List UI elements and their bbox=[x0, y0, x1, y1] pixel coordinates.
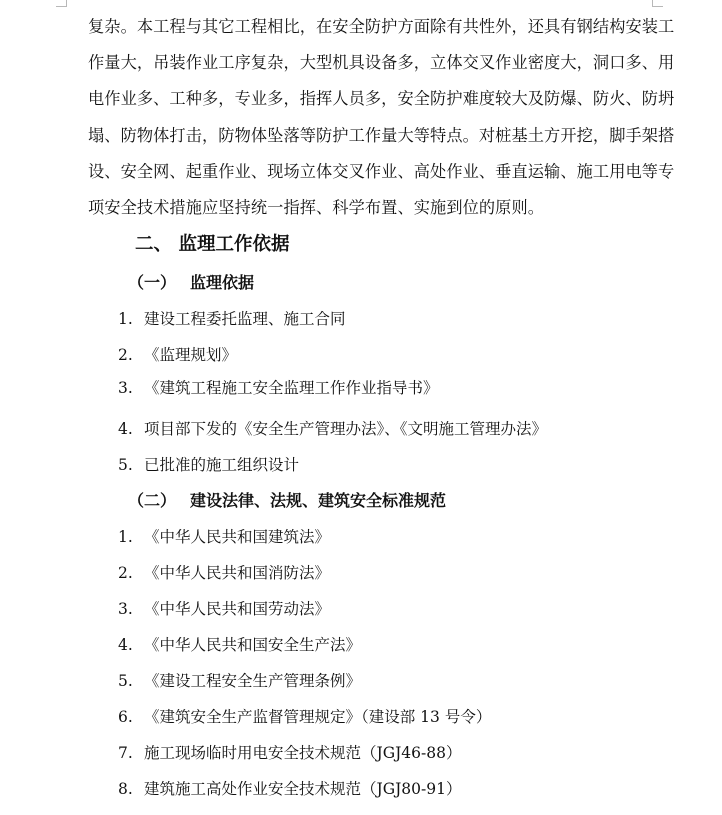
subsection-number: （二） bbox=[128, 491, 177, 510]
list-item bbox=[118, 376, 439, 398]
list-item-text: 《中华人民共和国安全生产法》 bbox=[144, 636, 362, 654]
list-item-text: 《中华人民共和国劳动法》 bbox=[144, 600, 331, 618]
list-item bbox=[118, 343, 237, 365]
list-item-text: 《中华人民共和国建筑法》 bbox=[144, 528, 331, 546]
list-item bbox=[118, 741, 462, 763]
paragraph-line: 作量大，吊装作业工序复杂，大型机具设备多，立体交叉作业密度大，洞口多、用 bbox=[88, 53, 675, 73]
paragraph-line: 项安全技术措施应坚持统一指挥、科学布置、实施到位的原则。 bbox=[88, 197, 545, 217]
list-item-number: 2. bbox=[118, 346, 133, 364]
body-paragraph bbox=[88, 9, 675, 226]
list-item-text: 施工现场临时用电安全技术规范（JGJ46-88） bbox=[144, 744, 462, 762]
paragraph-line: 复杂。本工程与其它工程相比，在安全防护方面除有共性外，还具有钢结构安装工 bbox=[88, 17, 675, 36]
list-item-text: 《建筑安全生产监督管理规定》（建设部 13 号令） bbox=[144, 708, 492, 726]
list-item-text: 已批准的施工组织设计 bbox=[144, 456, 300, 474]
list-item-text: 《中华人民共和国消防法》 bbox=[144, 564, 331, 582]
list-item-text: 《建筑工程施工安全监理工作作业指导书》 bbox=[144, 379, 439, 397]
list-item bbox=[118, 525, 330, 547]
list-item bbox=[118, 561, 330, 583]
subsection-number: （一） bbox=[128, 273, 177, 292]
list-item-text: 《建设工程安全生产管理条例》 bbox=[144, 672, 362, 690]
list-item-text: 建设工程委托监理、施工合同 bbox=[144, 310, 346, 328]
list-item bbox=[118, 307, 346, 329]
list-item bbox=[118, 777, 462, 799]
list-item-number: 3. bbox=[118, 600, 133, 618]
list-item-number: 8. bbox=[118, 780, 133, 798]
section-heading: 二、 监理工作依据 bbox=[135, 234, 290, 255]
list-item-number: 1. bbox=[118, 528, 133, 546]
list-item bbox=[118, 597, 330, 619]
list-item-text: 项目部下发的《安全生产管理办法》、《文明施工管理办法》 bbox=[144, 420, 548, 438]
list-item-text: 《监理规划》 bbox=[144, 346, 238, 364]
list-item-number: 4. bbox=[118, 636, 133, 654]
crop-mark-top-left bbox=[56, 0, 67, 7]
paragraph-line: 设、安全网、起重作业、现场立体交叉作业、高处作业、垂直运输、施工用电等专 bbox=[88, 161, 675, 181]
subsection-title: 监理依据 bbox=[190, 273, 255, 292]
list-item-number: 3. bbox=[118, 379, 133, 397]
paragraph-line: 塌、防物体打击，防物体坠落等防护工作量大等特点。对桩基土方开挖，脚手架搭 bbox=[88, 125, 675, 145]
subsection-title: 建设法律、法规、建筑安全标准规范 bbox=[190, 491, 447, 510]
list-item-number: 4. bbox=[118, 420, 133, 438]
list-item-number: 5. bbox=[118, 672, 133, 690]
list-item bbox=[118, 669, 361, 691]
list-item bbox=[118, 633, 361, 655]
list-item-number: 2. bbox=[118, 564, 133, 582]
list-item-text: 建筑施工高处作业安全技术规范（JGJ80-91） bbox=[144, 780, 462, 798]
list-item-number: 1. bbox=[118, 310, 133, 328]
list-item-number: 6. bbox=[118, 708, 133, 726]
crop-mark-top-right bbox=[652, 0, 663, 7]
subsection-heading-laws bbox=[128, 488, 446, 511]
list-item bbox=[118, 705, 491, 727]
subsection-heading-basis bbox=[128, 270, 254, 293]
list-item-number: 7. bbox=[118, 744, 133, 762]
paragraph-line: 电作业多、工种多，专业多，指挥人员多，安全防护难度较大及防爆、防火、防坍 bbox=[88, 89, 675, 109]
list-item-number: 5. bbox=[118, 456, 133, 474]
list-item bbox=[118, 417, 547, 439]
list-item bbox=[118, 453, 299, 475]
